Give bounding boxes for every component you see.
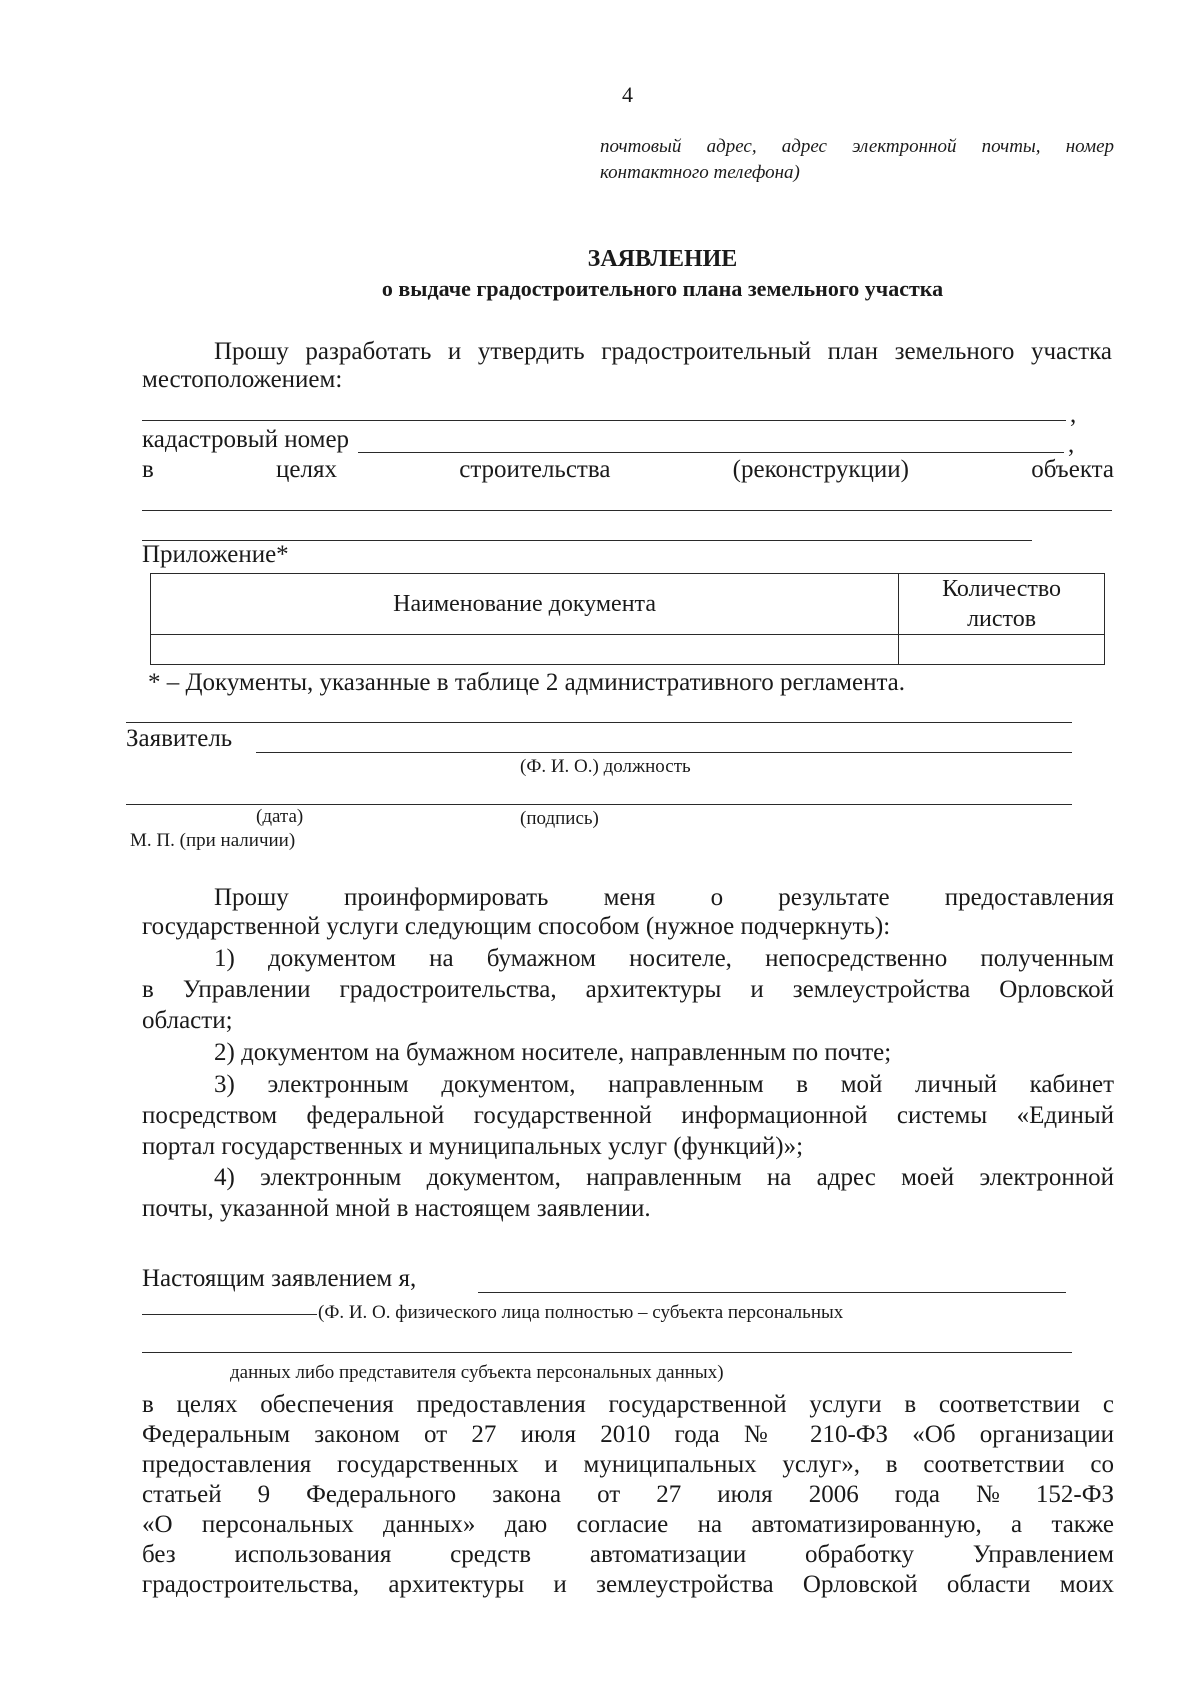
consent-word: от xyxy=(597,1481,621,1508)
appendix-footnote: * – Документы, указанные в таблице 2 административного регламента. xyxy=(148,669,906,696)
request-line2: местоположением: xyxy=(142,366,343,393)
consent-line1: в целях обеспечения предоставления государственной услуги в соответствии с xyxy=(142,1391,1114,1418)
purpose-line xyxy=(142,455,1114,485)
page-number: 4 xyxy=(622,82,633,107)
consent-word: 27 xyxy=(656,1481,682,1508)
header-note-line1: почтовый адрес, адрес электронной почты, номер xyxy=(600,136,1114,157)
consent-word: автоматизации xyxy=(589,1541,747,1568)
request-line1: Прошу разработать и утвердить градостроительный план земельного участка xyxy=(214,338,1112,365)
consent-line xyxy=(142,1352,1072,1353)
option4-line1: 4) электронным документом, направленным на адрес моей электронной xyxy=(214,1164,1114,1191)
option-word: полученным xyxy=(980,945,1114,972)
consent-word: Управлением xyxy=(972,1541,1114,1568)
applicant-line-top xyxy=(126,722,1072,723)
purpose-word: (реконструкции) xyxy=(732,456,909,483)
option1-line2: в Управлении градостроительства, архитектуры и землеустройства Орловской xyxy=(142,976,1114,1003)
column-header-count-line2: листов xyxy=(967,606,1037,632)
option-word: бумажном xyxy=(486,945,596,972)
signature-caption: (подпись) xyxy=(520,808,599,829)
column-header-count-line1: Количество xyxy=(942,576,1062,602)
applicant-label: Заявитель xyxy=(126,725,233,752)
consent-intro: Настоящим заявлением я, xyxy=(142,1265,417,1292)
consent-line3: предоставления государственных и муниципальных услуг», в соответствии со xyxy=(142,1451,1114,1478)
consent-line2: Федеральным законом от 27 июля 2010 года № 210-ФЗ «Об организации xyxy=(142,1421,1114,1448)
purpose-word: объекта xyxy=(1031,456,1114,483)
consent-word: года xyxy=(894,1481,940,1508)
option1-line3: области; xyxy=(142,1007,233,1034)
option-word: непосредственно xyxy=(765,945,948,972)
inform-word: проинформировать xyxy=(344,884,549,911)
option4-line2: почты, указанной мной в настоящем заявлении. xyxy=(142,1195,651,1222)
appendix-table xyxy=(150,573,1105,665)
option-word: носителе, xyxy=(629,945,732,972)
table-row xyxy=(151,635,1105,665)
consent-word: использования xyxy=(234,1541,392,1568)
date-caption: (дата) xyxy=(256,806,304,827)
consent-word: 9 xyxy=(257,1481,271,1508)
purpose-word: строительства xyxy=(459,456,611,483)
stamp-caption: М. П. (при наличии) xyxy=(130,830,296,851)
column-header-count xyxy=(899,574,1105,635)
option-word: документом xyxy=(268,945,396,972)
consent-word: 2006 xyxy=(808,1481,859,1508)
option3-line1: 3) электронным документом, направленным в мой личный кабинет xyxy=(214,1071,1114,1098)
document-subtitle: о выдаче градостроительного плана земельного участка xyxy=(381,276,944,301)
consent-word: июля xyxy=(717,1481,773,1508)
option-word: 1) xyxy=(214,945,235,972)
option3-line2: посредством федеральной государственной информационной системы «Единый xyxy=(142,1102,1114,1129)
signature-line xyxy=(126,804,1072,805)
inform-word: меня xyxy=(603,884,656,911)
consent-line7: градостроительства, архитектуры и землеустройства Орловской области моих xyxy=(142,1571,1114,1598)
consent-caption1: (Ф. И. О. физического лица полностью – субъекта персональных xyxy=(318,1302,844,1323)
consent-word: обработку xyxy=(805,1541,914,1568)
option-word: на xyxy=(429,945,454,972)
location-comma: , xyxy=(1070,401,1077,428)
consent-dash-line xyxy=(142,1314,317,1315)
purpose-word: целях xyxy=(276,456,337,483)
column-header-name: Наименование документа xyxy=(151,574,899,635)
applicant-fio-line xyxy=(256,752,1072,753)
appendix-label: Приложение* xyxy=(142,541,289,568)
document-title: ЗАЯВЛЕНИЕ xyxy=(587,246,738,272)
cadastral-label: кадастровый номер xyxy=(142,426,350,453)
option2: 2) документом на бумажном носителе, направленным по почте; xyxy=(214,1039,892,1066)
table-cell-name[interactable] xyxy=(151,635,899,665)
consent-word: Федерального xyxy=(306,1481,457,1508)
inform-word: предоставления xyxy=(944,884,1114,911)
table-cell-count[interactable] xyxy=(899,635,1105,665)
consent-word: № xyxy=(976,1481,1000,1508)
consent-word: статьей xyxy=(142,1481,222,1508)
consent-word: средств xyxy=(450,1541,532,1568)
consent-line4 xyxy=(142,1480,1114,1510)
consent-word: закона xyxy=(492,1481,562,1508)
consent-fio-line xyxy=(478,1292,1066,1293)
inform-word: результате xyxy=(778,884,890,911)
consent-caption2: данных либо представителя субъекта персональных данных) xyxy=(230,1362,724,1383)
purpose-word: в xyxy=(142,456,154,483)
consent-word: 152-ФЗ xyxy=(1035,1481,1114,1508)
inform-line2: государственной услуги следующим способом (нужное подчеркнуть): xyxy=(142,913,891,940)
header-note-line2: контактного телефона) xyxy=(600,162,800,183)
object-line-1 xyxy=(142,510,1112,511)
consent-line5: «О персональных данных» даю согласие на автоматизированную, а также xyxy=(142,1511,1114,1538)
fio-caption: (Ф. И. О.) должность xyxy=(520,756,691,777)
inform-word: о xyxy=(710,884,724,911)
option1-line1 xyxy=(214,944,1114,974)
cadastral-line xyxy=(358,452,1064,453)
inform-line1 xyxy=(214,883,1114,913)
consent-word: без xyxy=(142,1541,176,1568)
option3-line3: портал государственных и муниципальных услуг (функций)»; xyxy=(142,1133,804,1160)
location-line xyxy=(142,420,1066,421)
cadastral-comma: , xyxy=(1068,431,1075,458)
inform-word: Прошу xyxy=(214,884,289,911)
consent-line6 xyxy=(142,1540,1114,1570)
